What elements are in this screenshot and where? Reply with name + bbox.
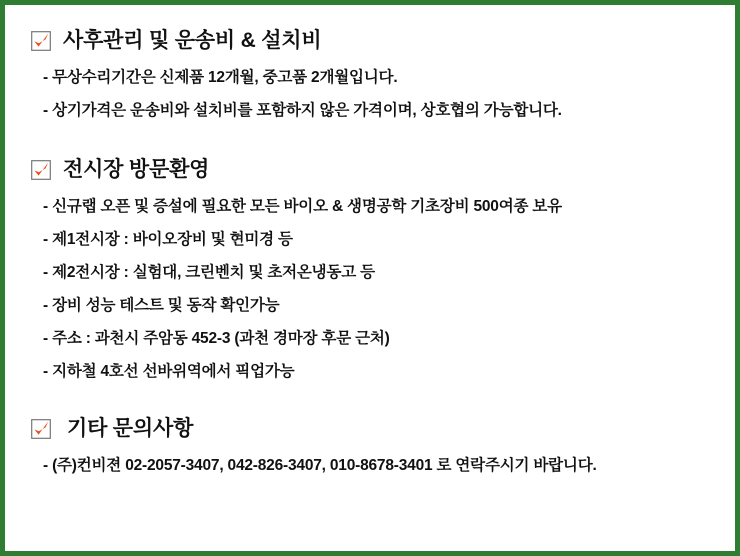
section-bullet-list	[31, 195, 709, 384]
check-mark-icon	[31, 419, 51, 439]
list-item: - 무상수리기간은 신제품 12개월, 중고품 2개월입니다.	[43, 69, 398, 87]
section-after-service	[31, 29, 709, 123]
section-showroom-visit	[31, 158, 709, 384]
list-item: - 지하철 4호선 선바위역에서 픽업가능	[43, 363, 295, 381]
list-item: - (주)컨비젼 02-2057-3407, 042-826-3407, 010-8678-3401 로 연락주시기 바랍니다.	[43, 457, 597, 475]
list-item: - 주소 : 과천시 주암동 452-3 (과천 경마장 후문 근처)	[43, 330, 390, 348]
list-item: - 장비 성능 테스트 및 동작 확인가능	[43, 297, 280, 315]
section-other-inquiries	[31, 417, 709, 478]
section-title: 기타 문의사항	[67, 417, 194, 441]
section-bullet-list	[31, 66, 709, 123]
section-header	[31, 417, 709, 440]
list-item: - 신규랩 오픈 및 증설에 필요한 모든 바이오 & 생명공학 기초장비 500여종 보유	[43, 198, 562, 216]
check-mark-icon	[31, 31, 51, 51]
section-bullet-list	[31, 454, 709, 478]
section-title: 사후관리 및 운송비 & 설치비	[63, 29, 322, 52]
section-spacer	[31, 393, 709, 417]
section-header	[31, 29, 709, 52]
check-mark-icon	[31, 160, 51, 180]
section-title: 전시장 방문환영	[63, 158, 210, 182]
section-spacer	[31, 132, 709, 158]
list-item: - 상기가격은 운송비와 설치비를 포함하지 않은 가격이며, 상호협의 가능합니다.	[43, 102, 562, 120]
list-item: - 제1전시장 : 바이오장비 및 현미경 등	[43, 231, 293, 249]
list-item: - 제2전시장 : 실험대, 크린벤치 및 초저온냉동고 등	[43, 264, 375, 282]
section-header	[31, 158, 709, 181]
